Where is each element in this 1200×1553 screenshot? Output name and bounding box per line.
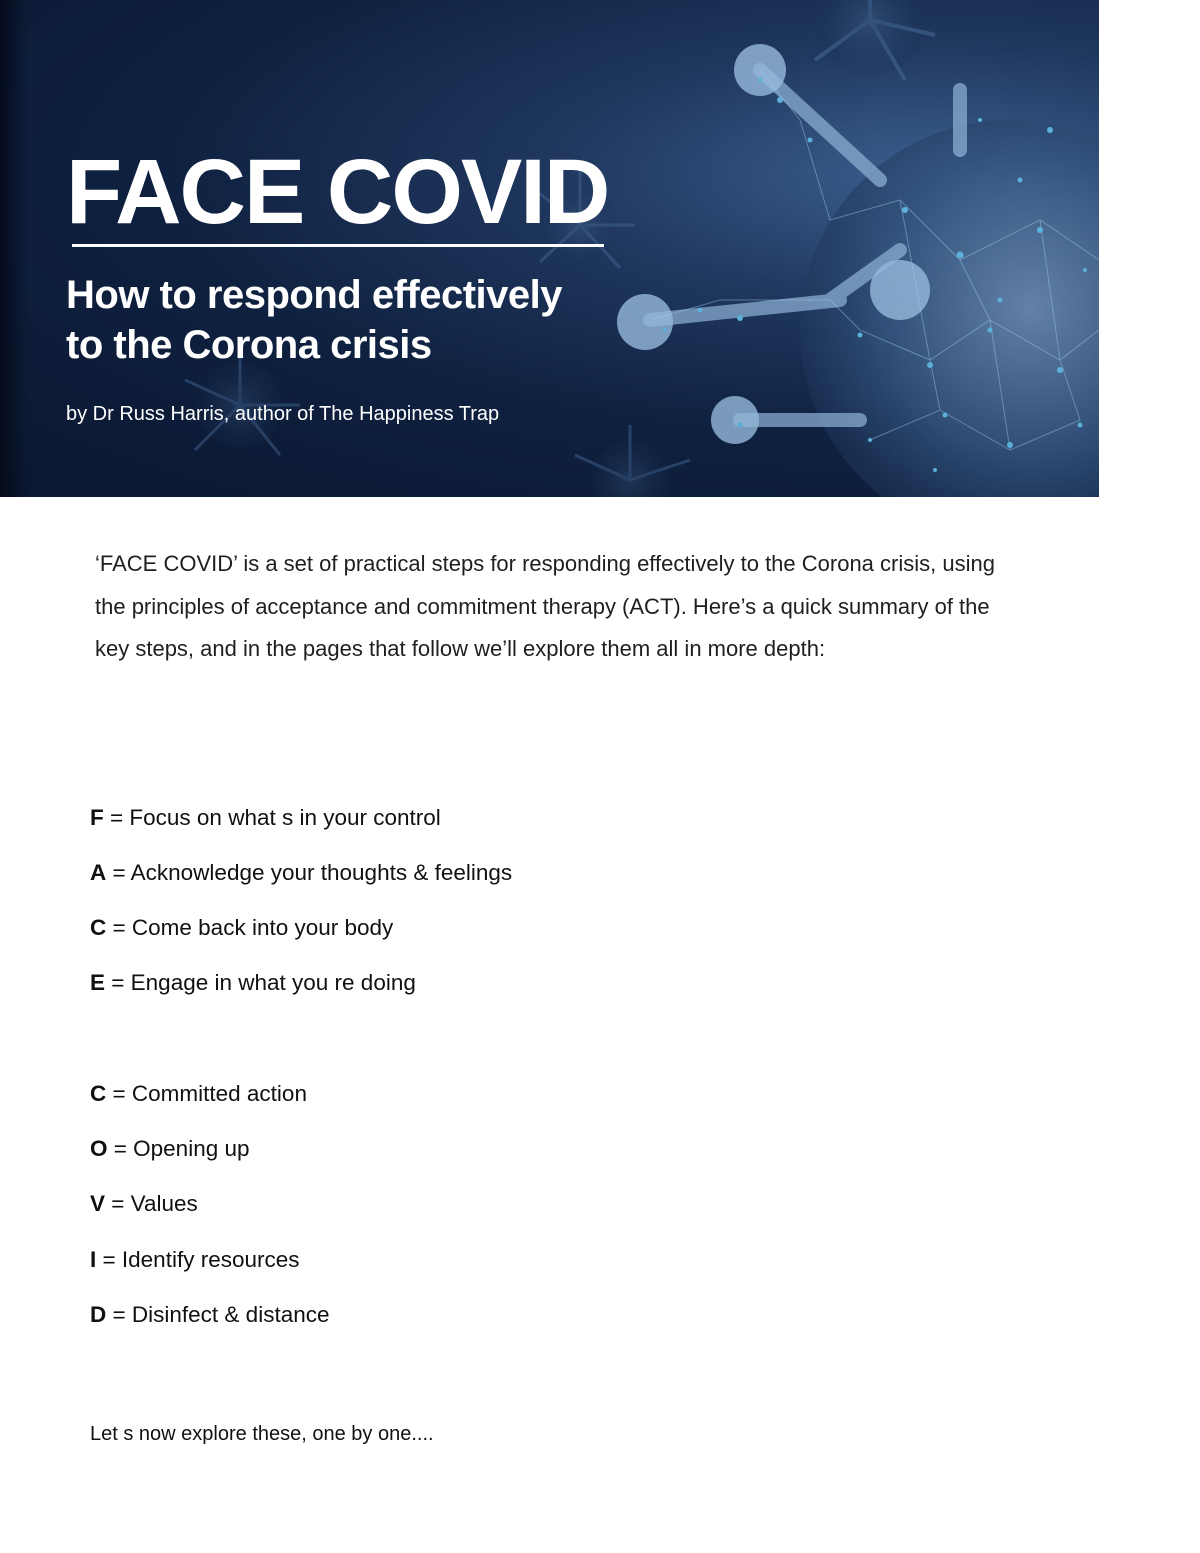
- step-f: [90, 803, 441, 833]
- step-e: [90, 968, 416, 998]
- subtitle-line-2: to the Corona crisis: [66, 323, 432, 367]
- banner-left-shadow: [0, 0, 28, 497]
- step-text: = Come back into your body: [106, 915, 394, 940]
- step-letter: F: [90, 805, 104, 830]
- intro-paragraph: ‘FACE COVID’ is a set of practical steps for responding effectively to the Corona crisis, using the principles of acceptance and commitment therapy (ACT). Here’s a quick summary of the key steps, and in the pages that follow we’ll explore them all in more depth:: [95, 551, 995, 661]
- step-c-committed: [90, 1079, 307, 1109]
- step-text: = Identify resources: [96, 1247, 300, 1272]
- step-text: = Disinfect & distance: [106, 1302, 330, 1327]
- subtitle-line-1: How to respond effectively: [66, 273, 562, 317]
- step-d: [90, 1300, 329, 1330]
- step-text: = Engage in what you re doing: [105, 970, 416, 995]
- step-letter: E: [90, 970, 106, 995]
- background-virus-top: [815, 0, 935, 80]
- step-letter: C: [90, 1081, 107, 1106]
- author-byline: by Dr Russ Harris, author of The Happiness Trap: [66, 403, 500, 425]
- step-text: = Values: [105, 1191, 198, 1216]
- step-text: = Focus on what s in your control: [103, 805, 441, 830]
- step-letter: V: [90, 1191, 106, 1216]
- document-title: FACE COVID: [66, 141, 609, 243]
- step-letter: O: [90, 1136, 108, 1161]
- step-letter: D: [90, 1302, 107, 1327]
- step-text: = Opening up: [107, 1136, 250, 1161]
- step-a: [90, 858, 512, 888]
- step-letter: C: [90, 915, 107, 940]
- step-letter: I: [90, 1247, 97, 1272]
- face-covid-steps-list: [90, 0, 790, 1553]
- step-text: = Committed action: [106, 1081, 307, 1106]
- step-letter: A: [90, 860, 107, 885]
- step-text: = Acknowledge your thoughts & feelings: [106, 860, 513, 885]
- step-c-come-back: [90, 913, 393, 943]
- step-i: [90, 1245, 300, 1275]
- step-o: [90, 1134, 250, 1164]
- step-v: [90, 1189, 198, 1219]
- closing-line: Let s now explore these, one by one....: [90, 1423, 434, 1445]
